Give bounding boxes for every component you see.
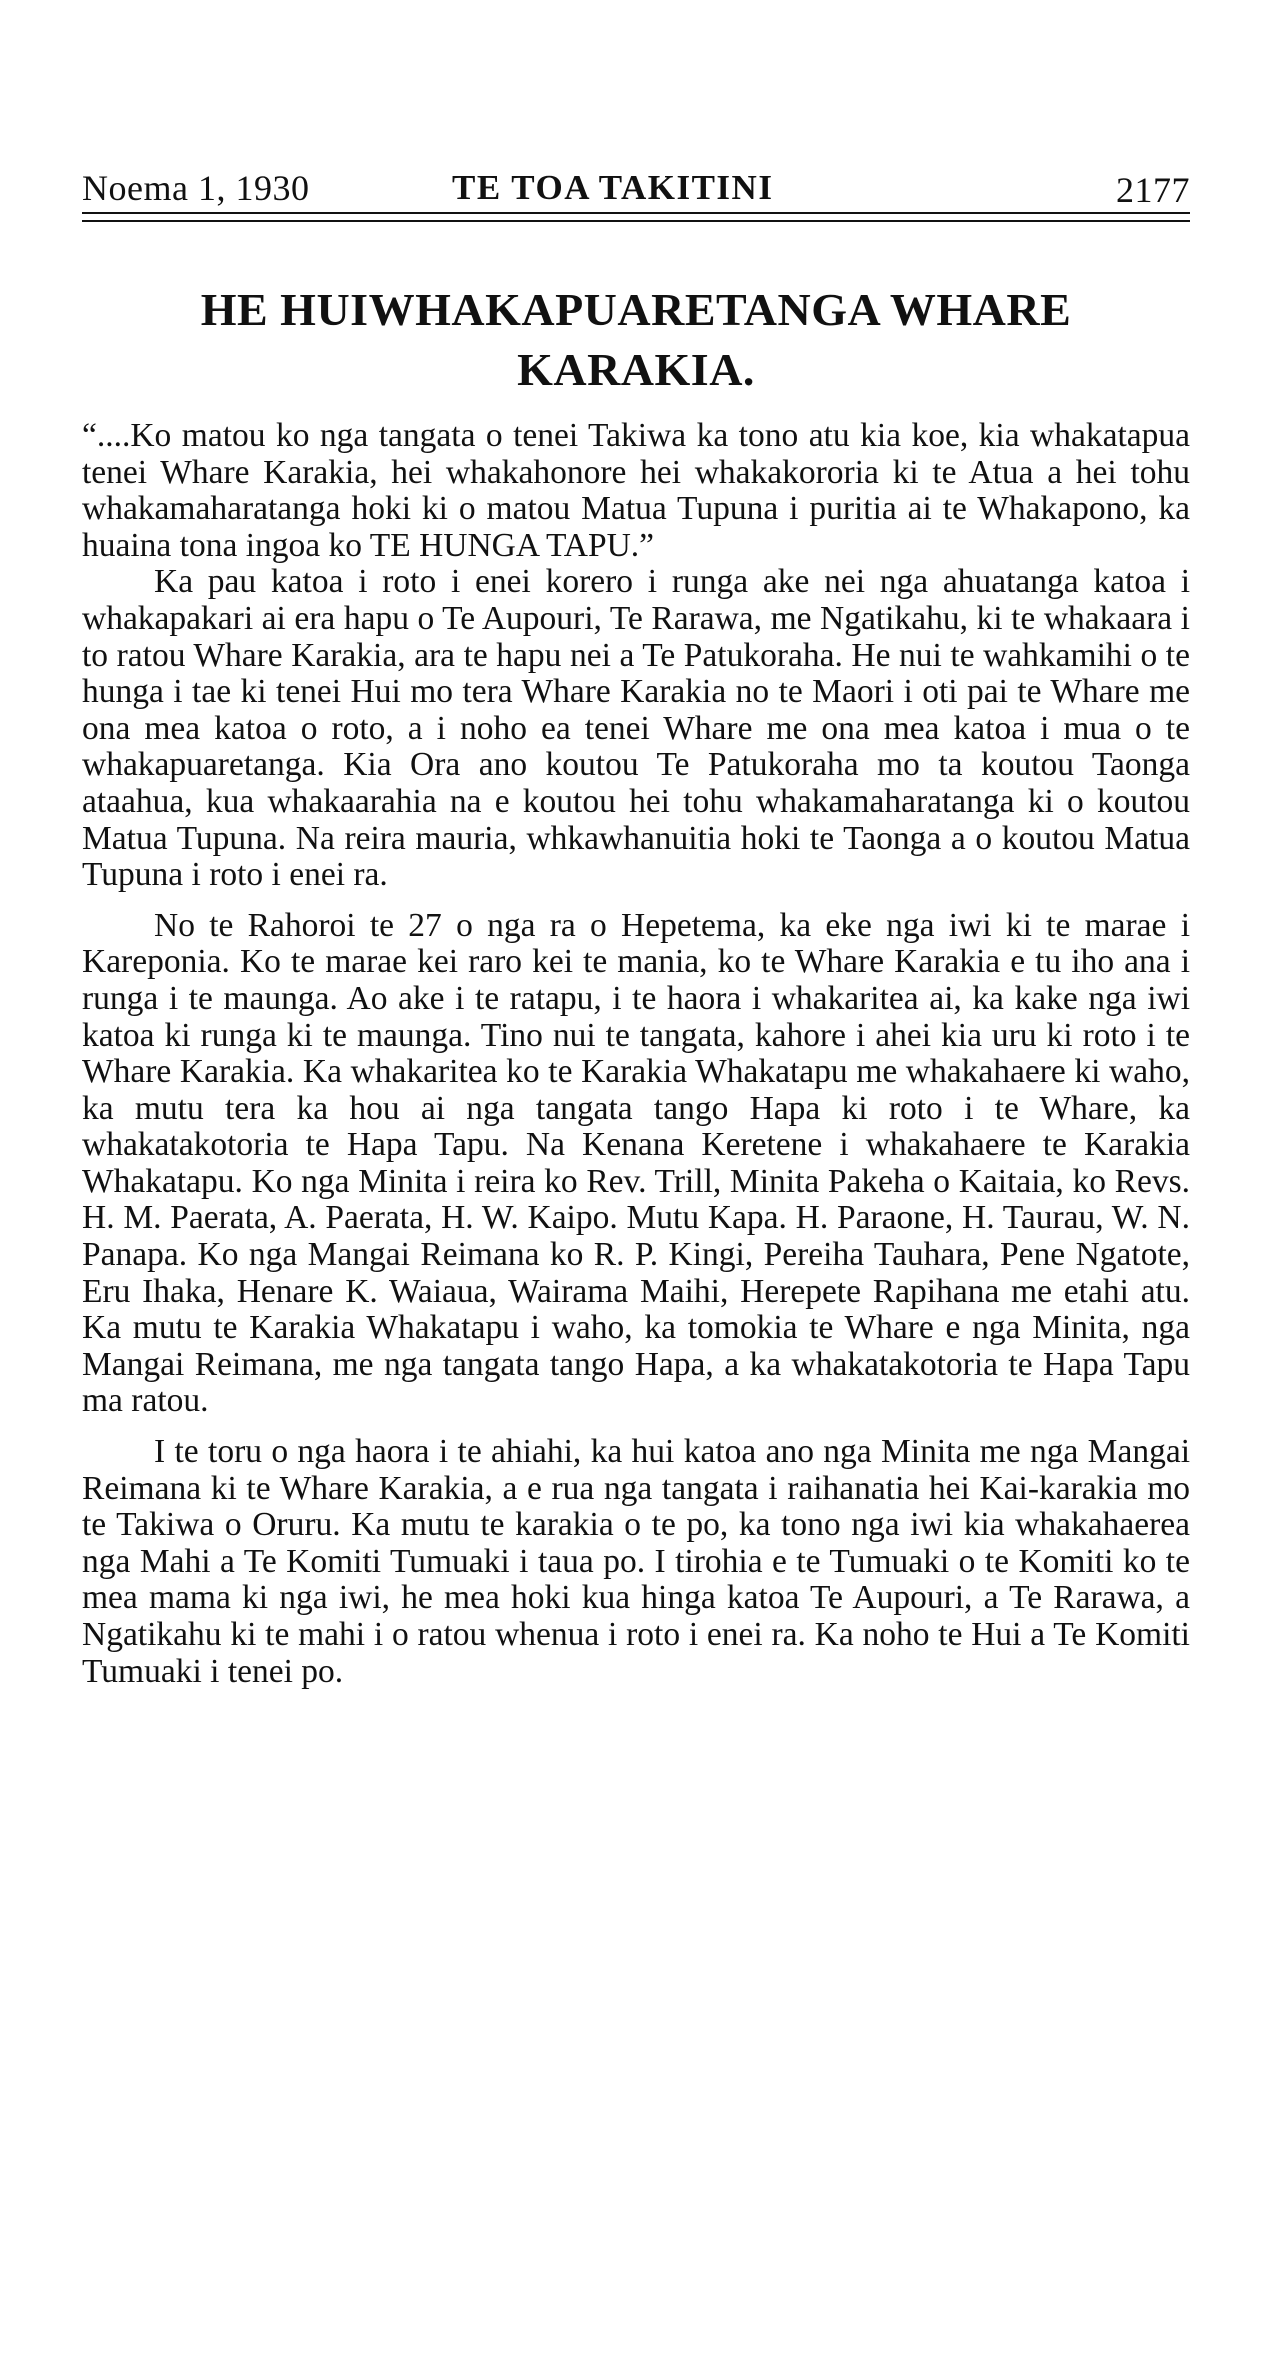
paragraph-4: I te toru o nga haora i te ahiahi, ka hui katoa ano nga Minita me nga Mangai Reimana ki te Whare Karakia, a e rua nga tangata i raihanatia hei Kai-karakia mo te Takiwa o Oruru. Ka mutu te karakia o te po, ka tono nga iwi kia whakahaerea nga Mahi a Te Komiti Tumuaki i taua po. I tirohia e te Tumuaki o te Komiti ko te mea mama ki nga iwi, he mea hoki kua hinga katoa Te Aupouri, a Te Rarawa, a Ngatikahu ki te mahi i o ratou whenua i roto i enei ra. Ka noho te Hui a Te Komiti Tumuaki i tenei po. [82,1433,1190,1690]
paragraph-2: Ka pau katoa i roto i enei korero i runga ake nei nga ahuatanga katoa i whakapakari ai era hapu o Te Aupouri, Te Rarawa, me Ngatikahu, ki te whakaara i to ratou Whare Karakia, ara te hapu nei a Te Patukoraha. He nui te wahkamihi o te hunga i tae ki tenei Hui mo tera Whare Karakia no te Maori i oti pai te Whare me ona mea katoa o roto, a i noho ea tenei Whare me ona mea katoa i mua o te whakapuaretanga. Kia Ora ano koutou Te Patukoraha mo ta koutou Taonga ataahua, kua whakaarahia na e koutou hei tohu whakamaharatanga ki o koutou Matua Tupuna. Na reira mauria, whkawhanuitia hoki te Taonga a o koutou Matua Tupuna i roto i enei ra. [82,563,1190,894]
running-head [82,168,1190,218]
header-rule-top [82,212,1190,214]
article-title-line-2: KARAKIA. [517,344,755,395]
page-number: 2177 [1116,170,1190,210]
paragraph-3: No te Rahoroi te 27 o nga ra o Hepetema, ka eke nga iwi ki te marae i Kareponia. Ko te marae kei raro kei te mania, ko te Whare Karakia e tu iho ana i runga i te maunga. Ao ake i te ratapu, i te haora i whakaritea ai, ka kake nga iwi katoa ki runga ki te maunga. Tino nui te tangata, kahore i ahei kia uru ki roto i te Whare Karakia. Ka whakaritea ko te Karakia Whakatapu me whakahaere ki waho, ka mutu tera ka hou ai nga tangata tango Hapa ki roto i te Whare, ka whakatakotoria te Hapa Tapu. Na Kenana Keretene i whakahaere te Karakia Whakatapu. Ko nga Minita i reira ko Rev. Trill, Minita Pakeha o Kaitaia, ko Revs. H. M. Paerata, A. Paerata, H. W. Kaipo. Mutu Kapa. H. Paraone, H. Taurau, W. N. Panapa. Ko nga Mangai Reimana ko R. P. Kingi, Pereiha Tauhara, Pene Ngatote, Eru Ihaka, Henare K. Waiaua, Wairama Maihi, Herepete Rapihana me etahi atu. Ka mutu te Karakia Whakatapu i waho, ka tomokia te Whare e nga Minita, nga Mangai Reimana, me nga tangata tango Hapa, a ka whakatakotoria te Hapa Tapu ma ratou. [82,906,1190,1420]
paragraph-quote: “....Ko matou ko nga tangata o tenei Takiwa ka tono atu kia koe, kia whakatapua tenei Whare Karakia, hei whakahonore hei whakakororia ki te Atua a hei tohu whakamaharatanga hoki ki o matou Matua Tupuna i puritia ai te Whakapono, ka huaina tona ingoa ko TE HUNGA TAPU.” [82,417,1190,564]
publication-title: TE TOA TAKITINI [452,168,774,207]
article-title-line-1: HE HUIWHAKAPUARETANGA WHARE [200,284,1072,335]
header-rule-bottom [82,220,1190,222]
article-title [82,280,1190,400]
issue-date: Noema 1, 1930 [82,168,310,208]
article-body [82,418,1190,1690]
